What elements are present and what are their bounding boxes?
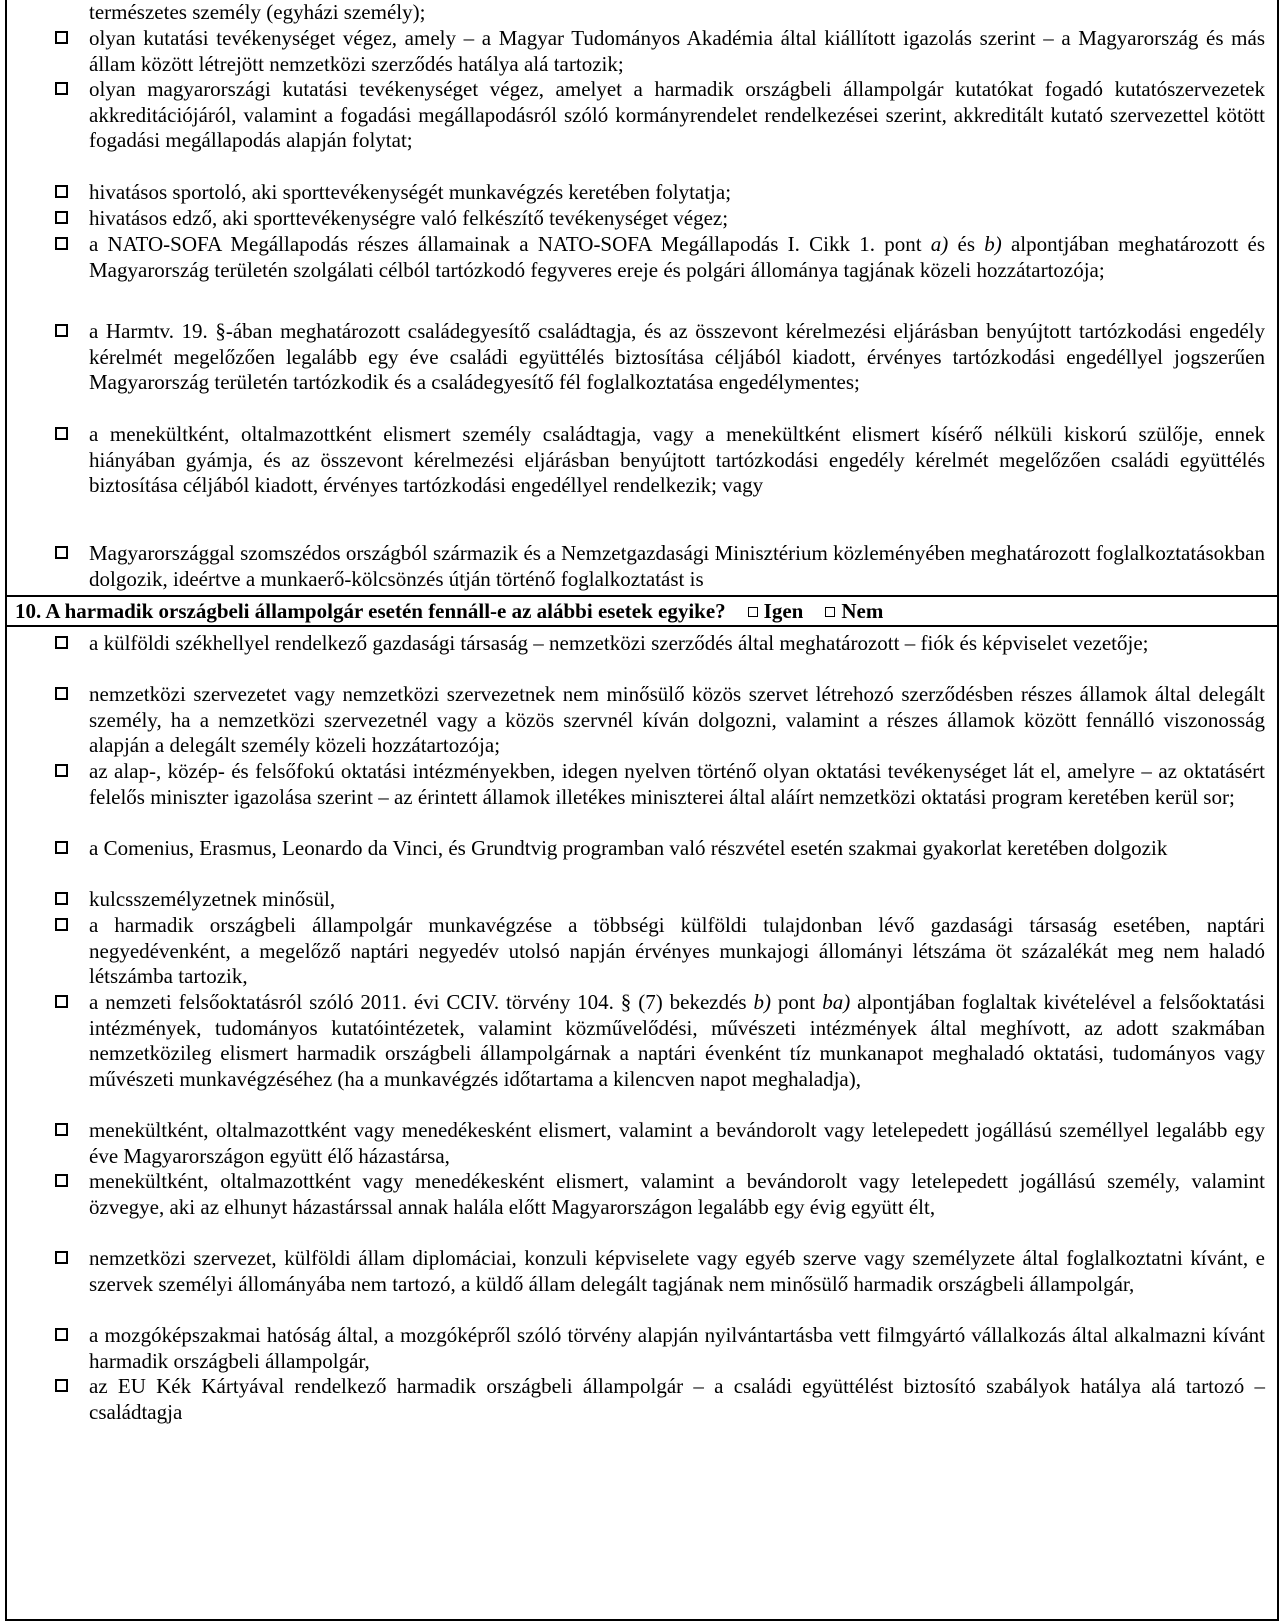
checkbox-cell <box>7 913 89 933</box>
checkbox-cell <box>7 682 89 702</box>
checkbox[interactable] <box>55 237 68 250</box>
list-item <box>7 541 1277 595</box>
checkbox-cell <box>7 990 89 1010</box>
list-item <box>7 913 1277 990</box>
checkbox[interactable] <box>825 607 835 617</box>
option-yes-label: Igen <box>763 598 804 623</box>
checkbox[interactable] <box>55 211 68 224</box>
checkbox-cell <box>7 1169 89 1189</box>
checkbox[interactable] <box>55 185 68 198</box>
option-yes[interactable] <box>748 598 804 625</box>
item-text: az alap-, közép- és felsőfokú oktatási intézményekben, idegen nyelven történő olyan oktatási tevékenységet lát el, amelyre – az oktatásért felelős miniszter igazolása szerint – az érintett államok illetékes miniszterei által aláírt nemzetközi oktatási program keretében kerül sor; <box>89 759 1265 809</box>
list-item <box>7 1246 1277 1323</box>
checkbox-cell <box>7 1118 89 1138</box>
checkbox-cell <box>7 77 89 97</box>
list-item <box>7 1169 1277 1246</box>
list-item <box>7 180 1277 206</box>
list-item <box>7 206 1277 232</box>
item-text <box>89 232 1277 283</box>
checkbox[interactable] <box>55 1123 68 1136</box>
checkbox-cell <box>7 887 89 907</box>
checkbox[interactable] <box>55 636 68 649</box>
item-text: a külföldi székhellyel rendelkező gazdasági társaság – nemzetközi szerződés által meghatározott – fiók és képviselet vezetője; <box>89 631 1149 655</box>
question-10-header <box>7 595 1277 627</box>
item-text: Magyarországgal szomszédos országból származik és a Nemzetgazdasági Minisztérium közleményében meghatározott foglalkoztatásokban dolgozik, ideértve a munkaerő-kölcsönzés útján történő foglalkoztatást is <box>89 541 1265 591</box>
continuation-text: természetes személy (egyházi személy); <box>89 0 426 24</box>
question-10-text: 10. A harmadik országbeli állampolgár esetén fennáll-e az alábbi esetek egyike? <box>15 598 726 623</box>
list-item <box>7 887 1277 913</box>
item-text: a mozgóképszakmai hatóság által, a mozgóképről szóló törvény alapján nyilvántartásba vett filmgyártó vállalkozás által alkalmazni kívánt harmadik országbeli állampolgár, <box>89 1323 1265 1373</box>
checkbox[interactable] <box>55 1328 68 1341</box>
checkbox[interactable] <box>55 892 68 905</box>
checkbox[interactable] <box>55 427 68 440</box>
item-text: a Comenius, Erasmus, Leonardo da Vinci, és Grundtvig programban való részvétel esetén szakmai gyakorlat keretében dolgozik <box>89 836 1168 860</box>
item-text: nemzetközi szervezet, külföldi állam diplomáciai, konzuli képviselete vagy egyéb szerve vagy személyzete által foglalkoztatni kívánt, e szervek személyi állományába nem tartozó, a küldő állam delegált tagjának nem minősülő harmadik országbeli állampolgár, <box>89 1246 1265 1296</box>
checkbox-cell <box>7 319 89 339</box>
list-item <box>7 77 1277 180</box>
checkbox-cell <box>7 180 89 200</box>
list-item <box>7 1323 1277 1374</box>
checkbox-cell <box>7 1246 89 1266</box>
item-text <box>89 990 1277 1092</box>
checkbox-cell <box>7 1374 89 1394</box>
item-text: a Harmtv. 19. §-ában meghatározott családegyesítő családtagja, és az összevont kérelmezési eljárásban benyújtott tartózkodási engedély kérelmét megelőzően legalább egy éve családi együttélés biztosítása céljából kiadott, érvényes tartózkodási engedéllyel jogszerűen Magyarország területén tartózkodik és a családegyesítő fél foglalkoztatása engedélymentes; <box>89 319 1265 395</box>
checkbox[interactable] <box>55 1251 68 1264</box>
checkbox-cell <box>7 759 89 779</box>
item-text: menekültként, oltalmazottként vagy menedékesként elismert, valamint a bevándorolt vagy letelepedett jogállású személlyel legalább egy éve Magyarországon együtt élő házastársa, <box>89 1118 1265 1168</box>
checkbox[interactable] <box>55 764 68 777</box>
section-9-continuation <box>7 0 1277 595</box>
checkbox-cell <box>7 631 89 651</box>
item-text: nemzetközi szervezetet vagy nemzetközi szervezetnek nem minősülő közös szervet létrehozó szerződésben részes államok által delegált személy, ha a nemzetközi szervezetnél vagy a közös szervnél kíván dolgozni, valamint a részes államok között fennálló viszonosság alapján a delegált személy közeli hozzátartozója; <box>89 682 1265 758</box>
list-item <box>7 26 1277 77</box>
list-item <box>7 319 1277 422</box>
option-no-label: Nem <box>841 598 884 623</box>
checkbox-cell <box>7 836 89 856</box>
nato-text: a NATO-SOFA Megállapodás részes államainak a NATO-SOFA Megállapodás I. Cikk 1. pont a) és b) alpontjában meghatározott és Magyarország területén szolgálati célból tartózkodó fegyveres ereje és polgári állománya tagjának közeli hozzátartozója; <box>89 232 1265 282</box>
checkbox[interactable] <box>55 687 68 700</box>
checkbox[interactable] <box>55 841 68 854</box>
list-item <box>7 1118 1277 1169</box>
list-item <box>7 990 1277 1118</box>
checkbox[interactable] <box>55 1174 68 1187</box>
checkbox-cell <box>7 232 89 252</box>
ccliv-text: a nemzeti felsőoktatásról szóló 2011. évi CCIV. törvény 104. § (7) bekezdés b) pont ba) alpontjában foglaltak kivételével a felsőoktatási intézmények, tudományos kutatóintézetek, valamint közművelődési, művészeti intézmények által meghívott, az adott szakmában nemzetközileg elismert harmadik országbeli állampolgárnak a naptári évenként tíz munkanapot meghaladó oktatási, tudományos vagy művészeti munkavégzéséhez (ha a munkavégzés időtartama a kilencven napot meghaladja), <box>89 990 1265 1091</box>
item-text: hivatásos edző, aki sporttevékenységre való felkészítő tevékenységet végez; <box>89 206 729 230</box>
checkbox-cell <box>7 422 89 442</box>
list-item <box>7 232 1277 319</box>
item-text: menekültként, oltalmazottként vagy menedékesként elismert, valamint a bevándorolt vagy letelepedett jogállású személy, valamint özvegye, aki az elhunyt házastárssal annak halála előtt Magyarországon legalább egy évig együtt élt, <box>89 1169 1265 1219</box>
item-text: kulcsszemélyzetnek minősül, <box>89 887 336 911</box>
list-item <box>7 1374 1277 1425</box>
list-item <box>7 759 1277 836</box>
list-item <box>7 631 1277 682</box>
checkbox[interactable] <box>55 31 68 44</box>
list-item <box>7 836 1277 887</box>
checkbox[interactable] <box>55 546 68 559</box>
checkbox[interactable] <box>55 324 68 337</box>
list-item <box>7 682 1277 759</box>
section-10-items <box>7 627 1277 1425</box>
list-item <box>7 422 1277 541</box>
checkbox-cell <box>7 206 89 226</box>
checkbox[interactable] <box>55 1379 68 1392</box>
checkbox[interactable] <box>55 82 68 95</box>
item-text: a menekültként, oltalmazottként elismert személy családtagja, vagy a menekültként elismert kísérő nélküli kiskorú szülője, ennek hiányában gyámja, és az összevont kérelmezési eljárásban benyújtott tartózkodási engedély kérelmét megelőzően családi együttélés biztosítása céljából kiadott, érvényes tartózkodási engedéllyel rendelkezik; vagy <box>89 422 1265 498</box>
item-text: olyan magyarországi kutatási tevékenységet végez, amelyet a harmadik országbeli állampolgár kutatókat fogadó kutatószervezetek akkreditációjáról, valamint a fogadási megállapodásról szóló kormányrendelet rendelkezései szerint, akkreditált kutató szervezettel kötött fogadási megállapodás alapján folytat; <box>89 77 1265 153</box>
item-text: hivatásos sportoló, aki sporttevékenységét munkavégzés keretében folytatja; <box>89 180 732 204</box>
item-text: a harmadik országbeli állampolgár munkavégzése a többségi külföldi tulajdonban lévő gazdasági társaság esetében, naptári negyedévenként, a megelőző naptári negyedév utolsó napján érvényes munkajogi állományi létszáma öt százalékát meg nem haladó létszámba tartozik, <box>89 913 1265 989</box>
checkbox-cell <box>7 26 89 46</box>
checkbox[interactable] <box>55 995 68 1008</box>
form-table <box>5 0 1279 1621</box>
item-text: olyan kutatási tevékenységet végez, amely – a Magyar Tudományos Akadémia által kiállított igazolás szerint – a Magyarország és más állam között létrejött nemzetközi szerződés hatálya alá tartozik; <box>89 26 1265 76</box>
checkbox[interactable] <box>55 918 68 931</box>
checkbox[interactable] <box>748 607 758 617</box>
item-text: az EU Kék Kártyával rendelkező harmadik országbeli állampolgár – a családi együttélést biztosító szabályok hatálya alá tartozó – családtagja <box>89 1374 1265 1424</box>
checkbox-cell <box>7 541 89 561</box>
checkbox-cell <box>7 1323 89 1343</box>
option-no[interactable] <box>825 598 883 625</box>
